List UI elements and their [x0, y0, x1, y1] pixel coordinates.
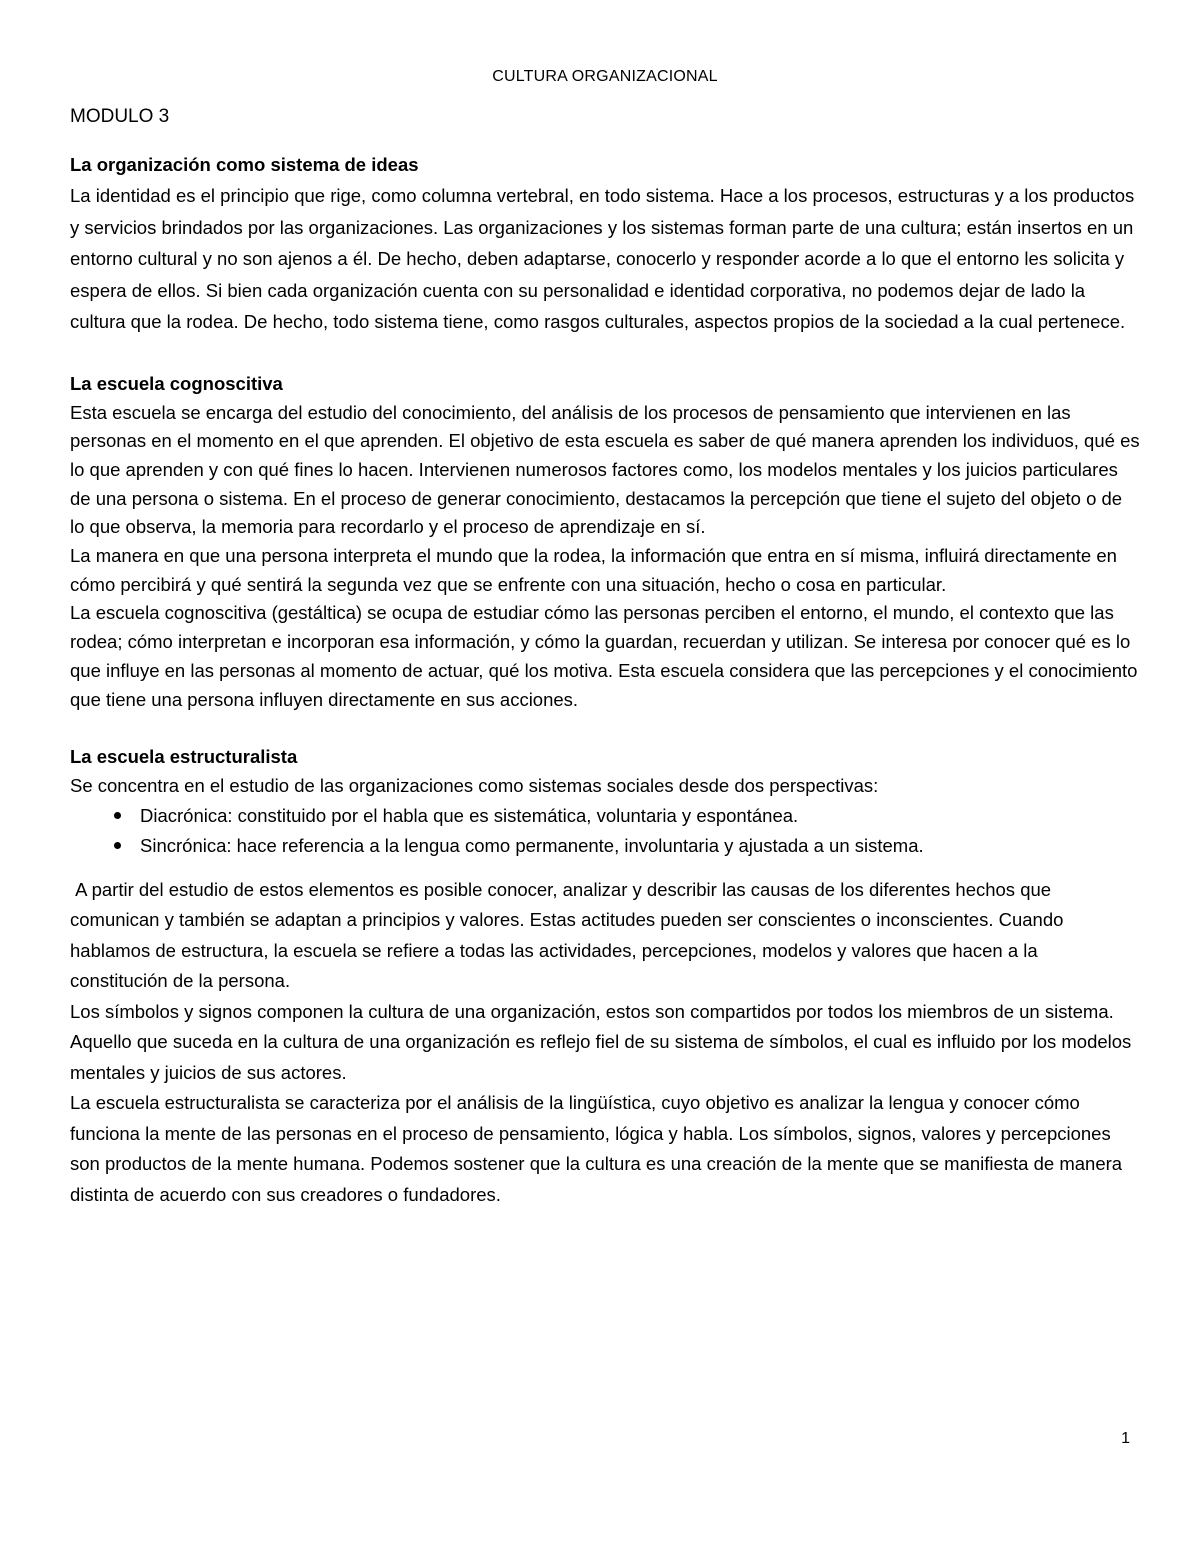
module-heading: MODULO 3	[70, 106, 170, 127]
section-cognoscitiva	[70, 369, 1140, 715]
section-gap	[70, 338, 1140, 369]
paragraph: Esta escuela se encarga del estudio del conocimiento, del análisis de los procesos de pensamiento que intervienen en las personas en el momento en el que aprenden. El objetivo de esta escuela es saber de qué manera aprenden los individuos, qué es lo que aprenden y con qué fines lo hacen. Intervienen numerosos factores como, los modelos mentales y los juicios particulares de una persona o sistema. En el proceso de generar conocimiento, destacamos la percepción que tiene el sujeto del objeto o de lo que observa, la memoria para recordarlo y el proceso de aprendizaje en sí.	[70, 401, 1140, 538]
section-heading: La escuela estructuralista	[70, 746, 298, 768]
paragraph: Los símbolos y signos componen la cultura de una organización, estos son compartidos por todos los miembros de un sistema. Aquello que suceda en la cultura de una organización es reflejo fiel de su sistema de símbolos, el cual es influido por los modelos mentales y juicios de sus actores.	[70, 1000, 1132, 1083]
list-gap	[70, 861, 1140, 875]
section-heading: La organización como sistema de ideas	[70, 154, 419, 175]
paragraph: A partir del estudio de estos elementos es posible conocer, analizar y describir las causas de los diferentes hechos que comunican y también se adaptan a principios y valores. Estas actitudes pueden ser conscientes o inconscientes. Cuando hablamos de estructura, la escuela se refiere a todas las actividades, percepciones, modelos y valores que hacen a la constitución de la persona.	[70, 878, 1069, 992]
list-item	[100, 801, 1140, 831]
section-heading: La escuela cognoscitiva	[70, 372, 283, 394]
paragraph: La escuela cognoscitiva (gestáltica) se ocupa de estudiar cómo las personas perciben el entorno, el mundo, el contexto que las rodea; cómo interpretan e incorporan esa información, y cómo la guardan, recuerdan y utilizan. Se interesa por conocer qué es lo que influye en las personas al momento de actuar, qué los motiva. Esta escuela considera que las percepciones y el conocimiento que tiene una persona influyen directamente en sus acciones.	[70, 602, 1138, 710]
list-item-text: Diacrónica: constituido por el habla que es sistemática, voluntaria y espontánea.	[140, 804, 799, 826]
list-item-text: Sincrónica: hace referencia a la lengua como permanente, involuntaria y ajustada a un sistema.	[140, 834, 924, 856]
perspectives-list	[70, 801, 1140, 861]
document-title: CULTURA ORGANIZACIONAL	[492, 68, 718, 85]
section-gap	[70, 714, 1140, 742]
paragraph: La escuela estructuralista se caracteriza por el análisis de la lingüística, cuyo objetivo es analizar la lengua y conocer cómo funciona la mente de las personas en el proceso de pensamiento, lógica y habla. Los símbolos, signos, valores y percepciones son productos de la mente humana. Podemos sostener que la cultura es una creación de la mente que se manifiesta de manera distinta de acuerdo con sus creadores o fundadores.	[70, 1092, 1123, 1205]
intro-paragraph: Se concentra en el estudio de las organizaciones como sistemas sociales desde dos perspectivas:	[70, 775, 879, 797]
list-item	[100, 831, 1140, 861]
section-organizacion	[70, 150, 1140, 338]
document-page	[70, 68, 1140, 1210]
paragraph: La manera en que una persona interpreta el mundo que la rodea, la información que entra en sí misma, influirá directamente en cómo percibirá y qué sentirá la segunda vez que se enfrente con una situación, hecho o cosa en particular.	[70, 545, 1117, 595]
section-estructuralista	[70, 742, 1140, 1210]
bullet-icon	[114, 842, 121, 849]
page-number: 1	[1121, 1430, 1130, 1447]
paragraph: La identidad es el principio que rige, como columna vertebral, en todo sistema. Hace a los procesos, estructuras y a los productos y servicios brindados por las organizaciones. Las organizaciones y los sistemas forman parte de una cultura; están insertos en un entorno cultural y no son ajenos a él. De hecho, deben adaptarse, conocerlo y responder acorde a lo que el entorno les solicita y espera de ellos. Si bien cada organización cuenta con su personalidad e identidad corporativa, no podemos dejar de lado la cultura que la rodea. De hecho, todo sistema tiene, como rasgos culturales, aspectos propios de la sociedad a la cual pertenece.	[70, 185, 1135, 332]
bullet-icon	[114, 812, 121, 819]
